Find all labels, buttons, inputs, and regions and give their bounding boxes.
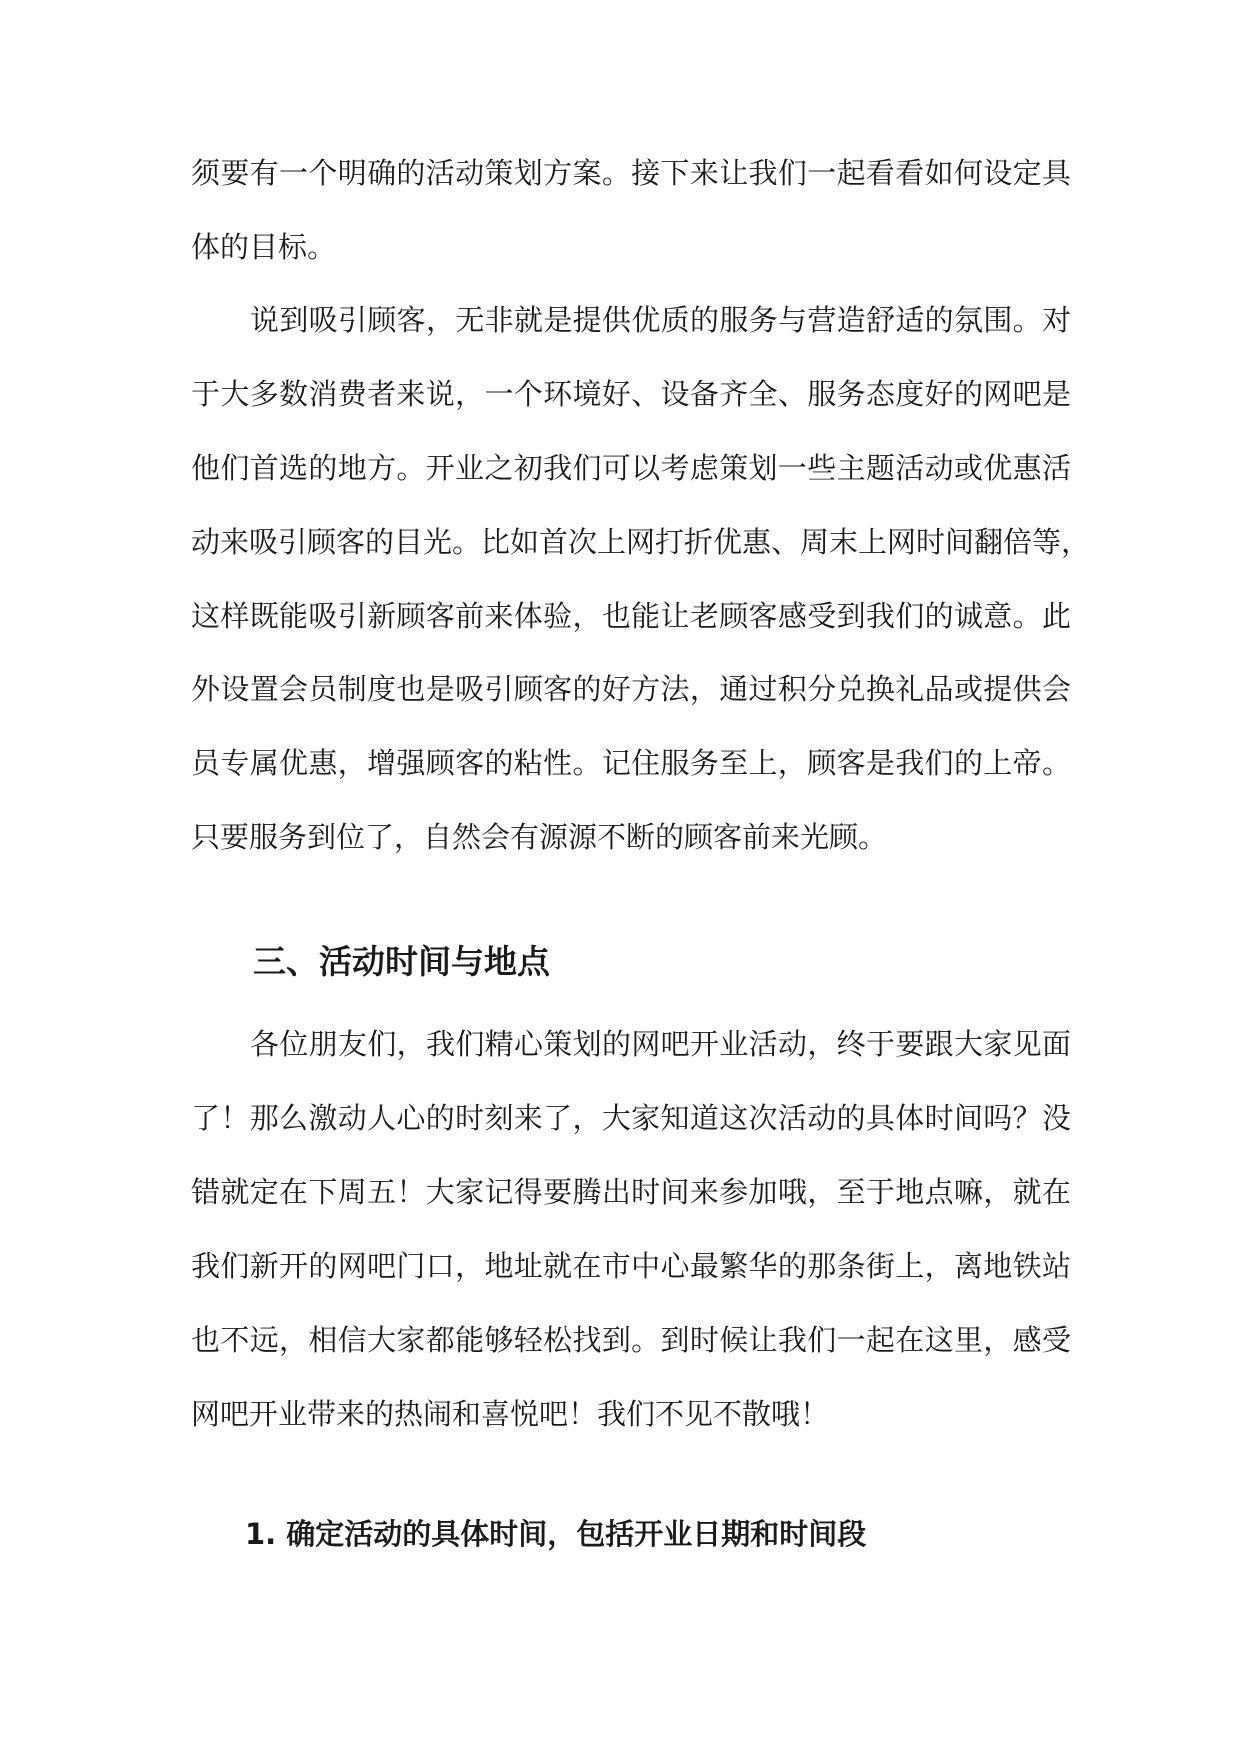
paragraph-1-line-2: 体的目标。: [191, 230, 337, 264]
paragraph-2-line-2: 于大多数消费者来说，一个环境好、设备齐全、服务态度好的网吧是: [191, 377, 1071, 411]
section-3-subheading-1: 1. 确定活动的具体时间，包括开业日期和时间段: [245, 1517, 867, 1551]
paragraph-2-line-3: 他们首选的地方。开业之初我们可以考虑策划一些主题活动或优惠活: [191, 451, 1071, 485]
section-3-line-3: 错就定在下周五！大家记得要腾出时间来参加哦，至于地点嘛，就在: [191, 1175, 1071, 1209]
paragraph-2-line-5: 这样既能吸引新顾客前来体验，也能让老顾客感受到我们的诚意。此: [191, 599, 1071, 633]
paragraph-1-line-1: 须要有一个明确的活动策划方案。接下来让我们一起看看如何设定具: [191, 156, 1071, 190]
section-3-heading: 三、活动时间与地点: [253, 942, 550, 981]
paragraph-2-line-4: 动来吸引顾客的目光。比如首次上网打折优惠、周末上网时间翻倍等，: [191, 525, 1091, 559]
section-3-line-6: 网吧开业带来的热闹和喜悦吧！我们不见不散哦！: [191, 1397, 830, 1431]
paragraph-2-line-1: 说到吸引顾客，无非就是提供优质的服务与营造舒适的氛围。对: [250, 303, 1071, 337]
paragraph-2-line-8: 只要服务到位了，自然会有源源不断的顾客前来光顾。: [191, 820, 888, 854]
paragraph-2-line-7: 员专属优惠，增强顾客的粘性。记住服务至上，顾客是我们的上帝。: [191, 746, 1071, 780]
section-3-line-2: 了！那么激动人心的时刻来了，大家知道这次活动的具体时间吗？没: [191, 1101, 1071, 1135]
paragraph-2-line-6: 外设置会员制度也是吸引顾客的好方法，通过积分兑换礼品或提供会: [191, 672, 1071, 706]
section-3-line-1: 各位朋友们，我们精心策划的网吧开业活动，终于要跟大家见面: [250, 1027, 1071, 1061]
section-3-line-4: 我们新开的网吧门口，地址就在市中心最繁华的那条街上，离地铁站: [191, 1249, 1071, 1283]
section-3-line-5: 也不远，相信大家都能够轻松找到。到时候让我们一起在这里，感受: [191, 1323, 1071, 1357]
